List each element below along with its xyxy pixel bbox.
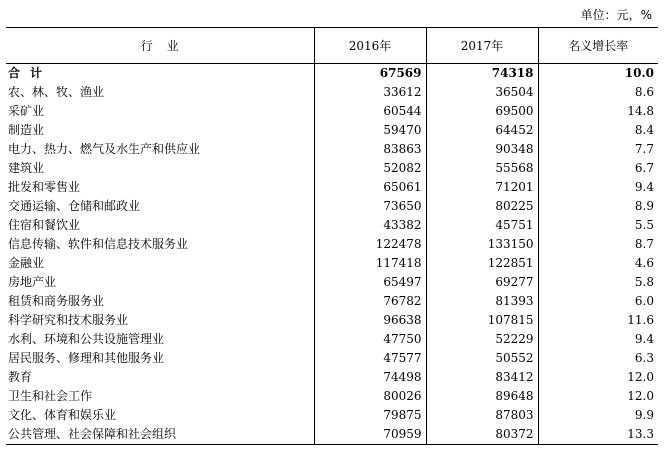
industry-cell: 文化、体育和娱乐业 [8,408,117,422]
value-2017-cell: 55568 [426,159,538,178]
table-body [6,64,658,445]
growth-rate-cell: 10.0 [538,64,658,84]
value-2016-cell: 59470 [314,121,426,140]
table-row [6,178,658,197]
value-2016-cell: 83863 [314,140,426,159]
value-2017-cell: 69277 [426,273,538,292]
value-2016-cell: 80026 [314,387,426,406]
growth-rate-cell: 4.6 [538,254,658,273]
value-2016-cell: 96638 [314,311,426,330]
value-2016-cell: 70959 [314,425,426,445]
value-2017-cell: 52229 [426,330,538,349]
value-2016-cell: 73650 [314,197,426,216]
value-2016-cell: 33612 [314,83,426,102]
growth-rate-cell: 11.6 [538,311,658,330]
industry-cell: 批发和零售业 [8,180,81,194]
growth-rate-cell: 8.4 [538,121,658,140]
growth-rate-cell: 12.0 [538,387,658,406]
growth-rate-cell: 5.5 [538,216,658,235]
table-row [6,425,658,445]
table-row [6,140,658,159]
growth-rate-cell: 5.8 [538,273,658,292]
industry-cell: 电力、热力、燃气及水生产和供应业 [8,142,201,156]
industry-cell: 教育 [8,370,33,384]
value-2016-cell: 122478 [314,235,426,254]
value-2016-cell: 60544 [314,102,426,121]
growth-rate-cell: 8.6 [538,83,658,102]
industry-cell: 建筑业 [8,161,45,175]
table-row [6,292,658,311]
wage-table [6,27,658,445]
growth-rate-cell: 13.3 [538,425,658,445]
industry-cell: 采矿业 [8,104,45,118]
value-2017-cell: 45751 [426,216,538,235]
value-2017-cell: 87803 [426,406,538,425]
table-row [6,235,658,254]
industry-cell: 信息传输、软件和信息技术服务业 [8,237,189,251]
header-growth: 名义增长率 [538,28,658,64]
industry-cell: 租赁和商务服务业 [8,294,105,308]
header-2017: 2017年 [426,28,538,64]
value-2016-cell: 43382 [314,216,426,235]
industry-cell: 金融业 [8,256,45,270]
growth-rate-cell: 12.0 [538,368,658,387]
value-2016-cell: 65497 [314,273,426,292]
table-row [6,216,658,235]
value-2016-cell: 47577 [314,349,426,368]
table-row [6,387,658,406]
industry-cell: 制造业 [8,123,45,137]
industry-cell: 居民服务、修理和其他服务业 [8,351,165,365]
value-2016-cell: 74498 [314,368,426,387]
table-row [6,159,658,178]
value-2016-cell: 67569 [314,64,426,84]
value-2017-cell: 80225 [426,197,538,216]
growth-rate-cell: 9.4 [538,178,658,197]
table-header-row [6,28,658,64]
value-2016-cell: 47750 [314,330,426,349]
table-row [6,349,658,368]
industry-cell: 农、林、牧、渔业 [8,85,105,99]
total-row [6,64,658,84]
value-2017-cell: 71201 [426,178,538,197]
value-2016-cell: 52082 [314,159,426,178]
header-industry: 行业 [6,28,314,64]
unit-label: 单位：元，% [580,8,652,22]
table-row [6,197,658,216]
industry-cell: 交通运输、仓储和邮政业 [8,199,141,213]
growth-rate-cell: 8.7 [538,235,658,254]
table-row [6,121,658,140]
value-2017-cell: 90348 [426,140,538,159]
industry-cell: 科学研究和技术服务业 [8,313,129,327]
table-row [6,273,658,292]
table-row [6,311,658,330]
value-2017-cell: 83412 [426,368,538,387]
growth-rate-cell: 14.8 [538,102,658,121]
value-2017-cell: 64452 [426,121,538,140]
table-row [6,368,658,387]
value-2017-cell: 133150 [426,235,538,254]
value-2017-cell: 122851 [426,254,538,273]
table-row [6,102,658,121]
value-2017-cell: 81393 [426,292,538,311]
value-2016-cell: 65061 [314,178,426,197]
table-row [6,406,658,425]
value-2017-cell: 89648 [426,387,538,406]
industry-cell: 房地产业 [8,275,57,289]
industry-cell: 合计 [8,66,53,80]
growth-rate-cell: 6.3 [538,349,658,368]
growth-rate-cell: 9.4 [538,330,658,349]
table-row [6,330,658,349]
industry-cell: 水利、环境和公共设施管理业 [8,332,165,346]
table-row [6,83,658,102]
growth-rate-cell: 6.0 [538,292,658,311]
growth-rate-cell: 7.7 [538,140,658,159]
value-2017-cell: 69500 [426,102,538,121]
growth-rate-cell: 6.7 [538,159,658,178]
industry-cell: 公共管理、社会保障和社会组织 [6,425,314,445]
growth-rate-cell: 8.9 [538,197,658,216]
value-2017-cell: 80372 [426,425,538,445]
table-row [6,254,658,273]
header-2016: 2016年 [314,28,426,64]
value-2016-cell: 76782 [314,292,426,311]
value-2017-cell: 36504 [426,83,538,102]
value-2016-cell: 117418 [314,254,426,273]
industry-cell: 住宿和餐饮业 [8,218,81,232]
value-2017-cell: 50552 [426,349,538,368]
growth-rate-cell: 9.9 [538,406,658,425]
value-2017-cell: 74318 [426,64,538,84]
value-2016-cell: 79875 [314,406,426,425]
value-2017-cell: 107815 [426,311,538,330]
industry-cell: 卫生和社会工作 [8,389,93,403]
